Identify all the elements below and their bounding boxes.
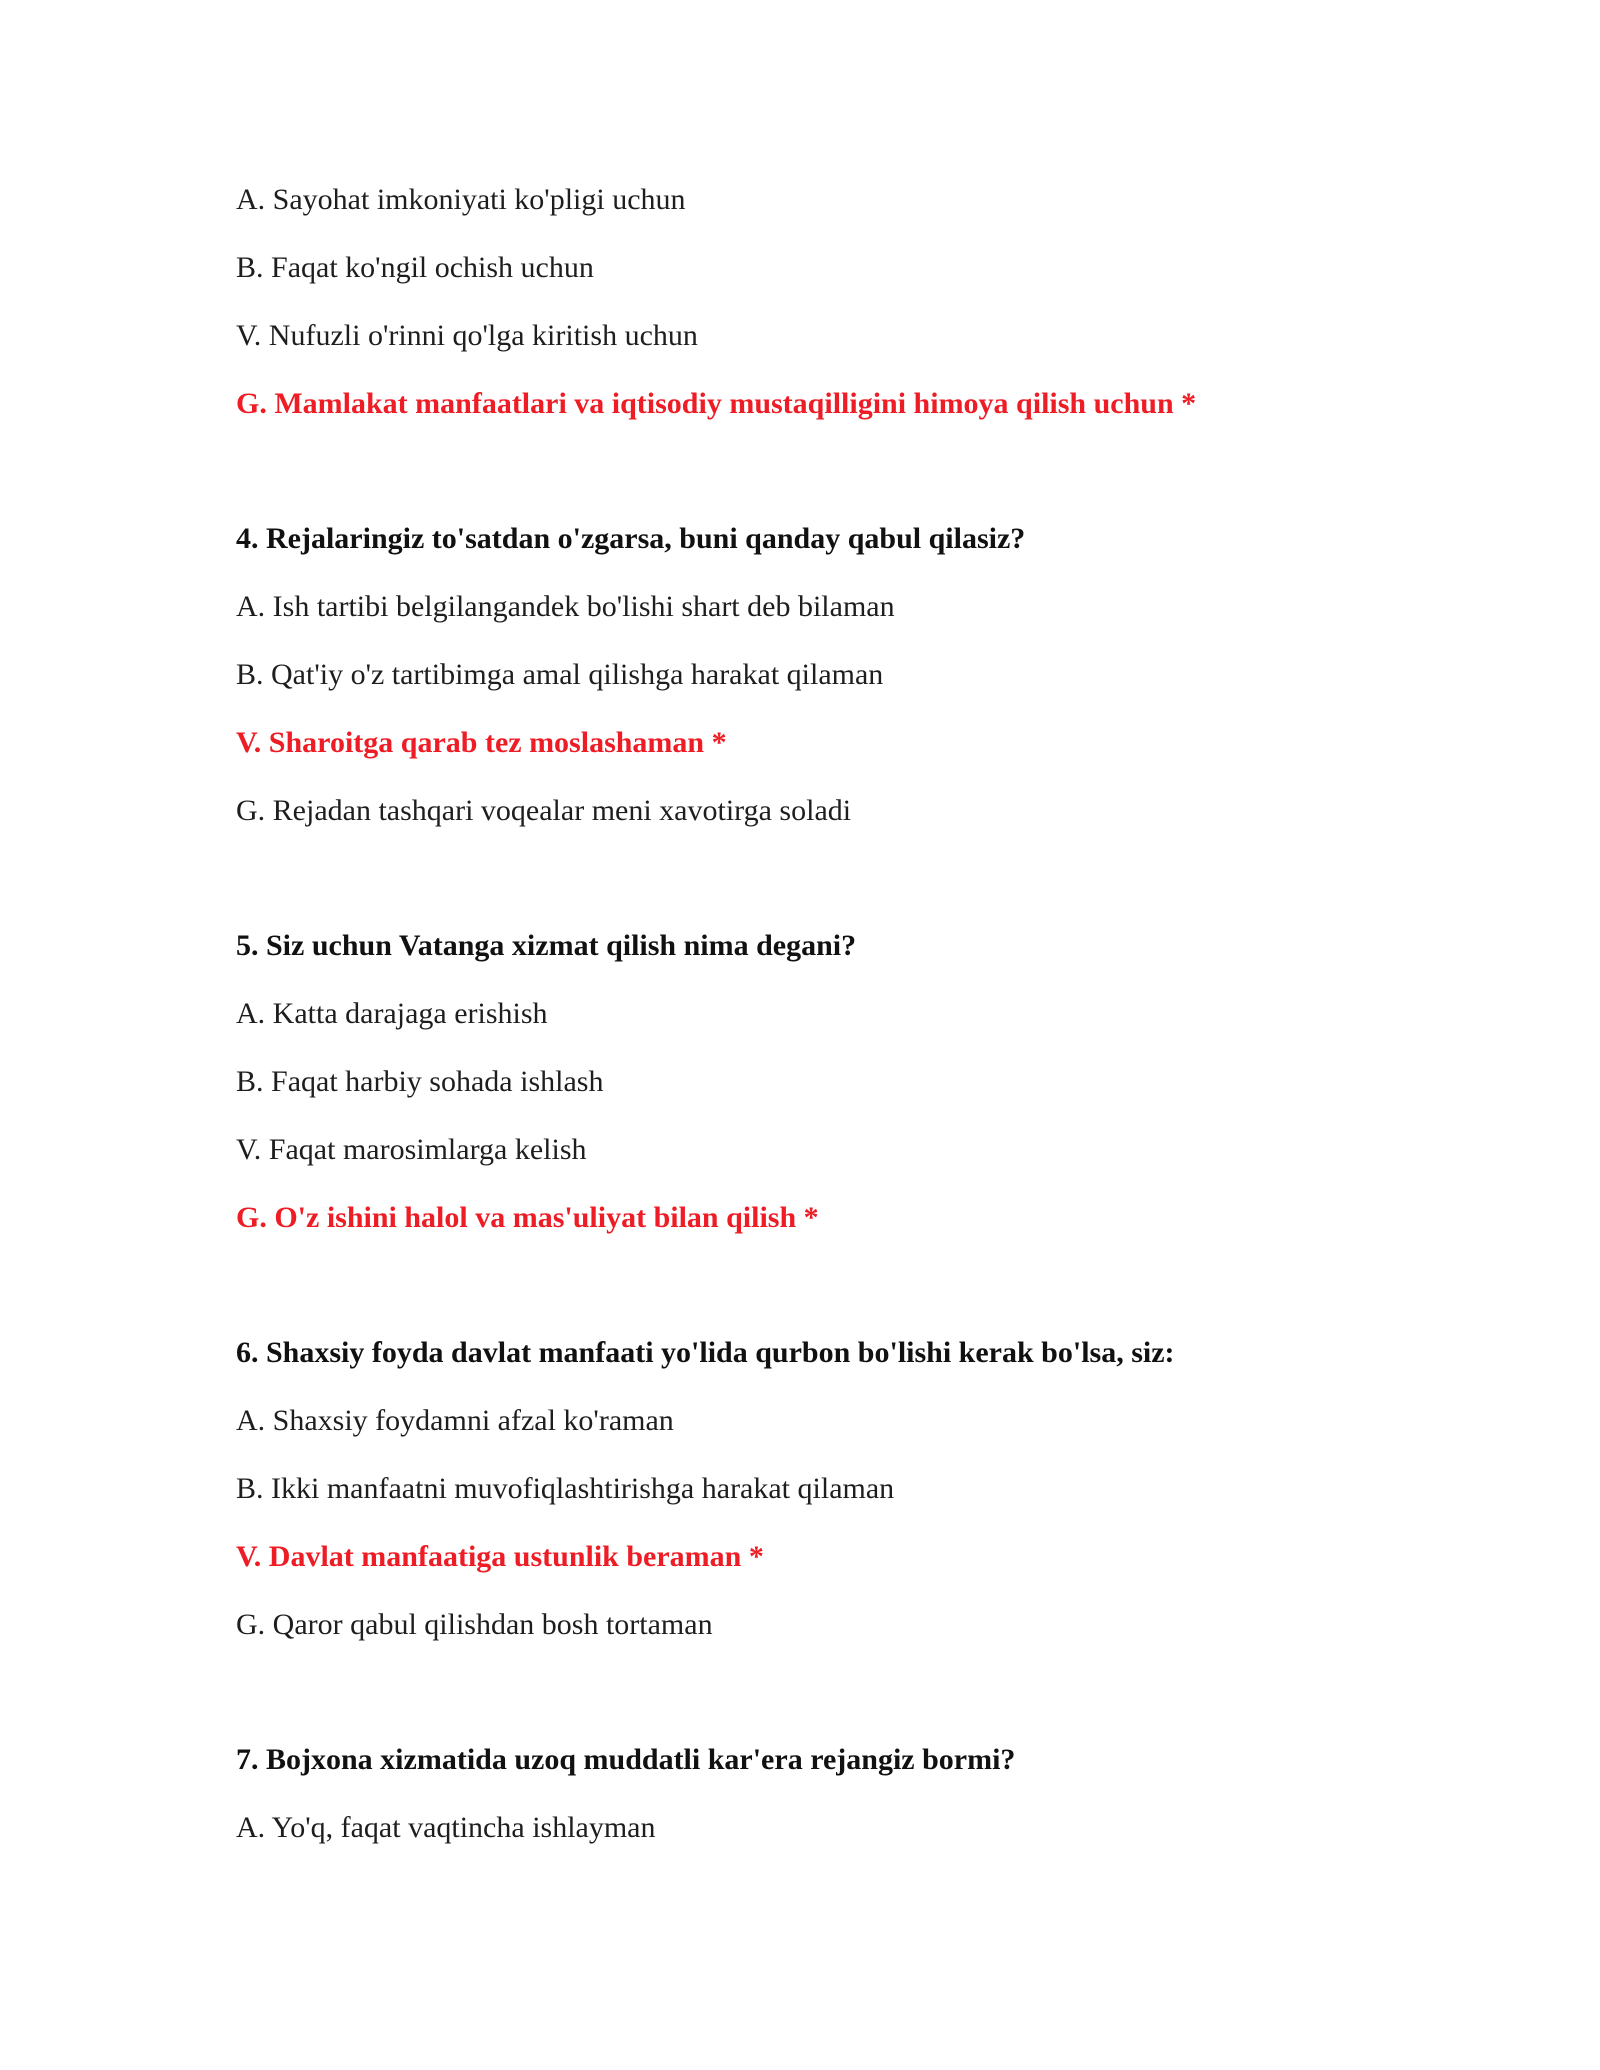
spacer xyxy=(236,861,1486,928)
option-a: A. Ish tartibi belgilangandek bo'lishi shart deb bilaman xyxy=(236,590,895,623)
option-g: G. Rejadan tashqari voqealar meni xavotirga soladi xyxy=(236,794,852,827)
option-v: V. Faqat marosimlarga kelish xyxy=(236,1133,587,1166)
question-block-7 xyxy=(236,1742,1486,1846)
document-content xyxy=(236,182,1486,1878)
question-block-6 xyxy=(236,1335,1486,1643)
option-g: G. Qaror qabul qilishdan bosh tortaman xyxy=(236,1608,713,1641)
option-a: A. Katta darajaga erishish xyxy=(236,997,548,1030)
question-block-3 xyxy=(236,182,1486,422)
option-a: A. Yo'q, faqat vaqtincha ishlayman xyxy=(236,1811,656,1844)
correct-answer-v: V. Davlat manfaatiga ustunlik beraman * xyxy=(236,1540,764,1573)
correct-answer-g: G. Mamlakat manfaatlari va iqtisodiy mustaqilligini himoya qilish uchun * xyxy=(236,387,1197,420)
question-title: 5. Siz uchun Vatanga xizmat qilish nima degani? xyxy=(236,929,857,962)
correct-answer-g: G. O'z ishini halol va mas'uliyat bilan qilish * xyxy=(236,1201,819,1234)
question-block-4 xyxy=(236,521,1486,829)
option-a: A. Shaxsiy foydamni afzal ko'raman xyxy=(236,1404,674,1437)
option-a: A. Sayohat imkoniyati ko'pligi uchun xyxy=(236,183,686,216)
option-b: B. Ikki manfaatni muvofiqlashtirishga harakat qilaman xyxy=(236,1472,895,1505)
question-block-5 xyxy=(236,928,1486,1236)
spacer xyxy=(236,454,1486,521)
question-title: 4. Rejalaringiz to'satdan o'zgarsa, buni qanday qabul qilasiz? xyxy=(236,522,1026,555)
question-title: 6. Shaxsiy foyda davlat manfaati yo'lida qurbon bo'lishi kerak bo'lsa, siz: xyxy=(236,1336,1175,1369)
option-b: B. Qat'iy o'z tartibimga amal qilishga harakat qilaman xyxy=(236,658,884,691)
spacer xyxy=(236,1268,1486,1335)
spacer xyxy=(236,1675,1486,1742)
option-v: V. Nufuzli o'rinni qo'lga kiritish uchun xyxy=(236,319,698,352)
correct-answer-v: V. Sharoitga qarab tez moslashaman * xyxy=(236,726,727,759)
option-b: B. Faqat ko'ngil ochish uchun xyxy=(236,251,594,284)
option-b: B. Faqat harbiy sohada ishlash xyxy=(236,1065,604,1098)
question-title: 7. Bojxona xizmatida uzoq muddatli kar'era rejangiz bormi? xyxy=(236,1743,1016,1776)
